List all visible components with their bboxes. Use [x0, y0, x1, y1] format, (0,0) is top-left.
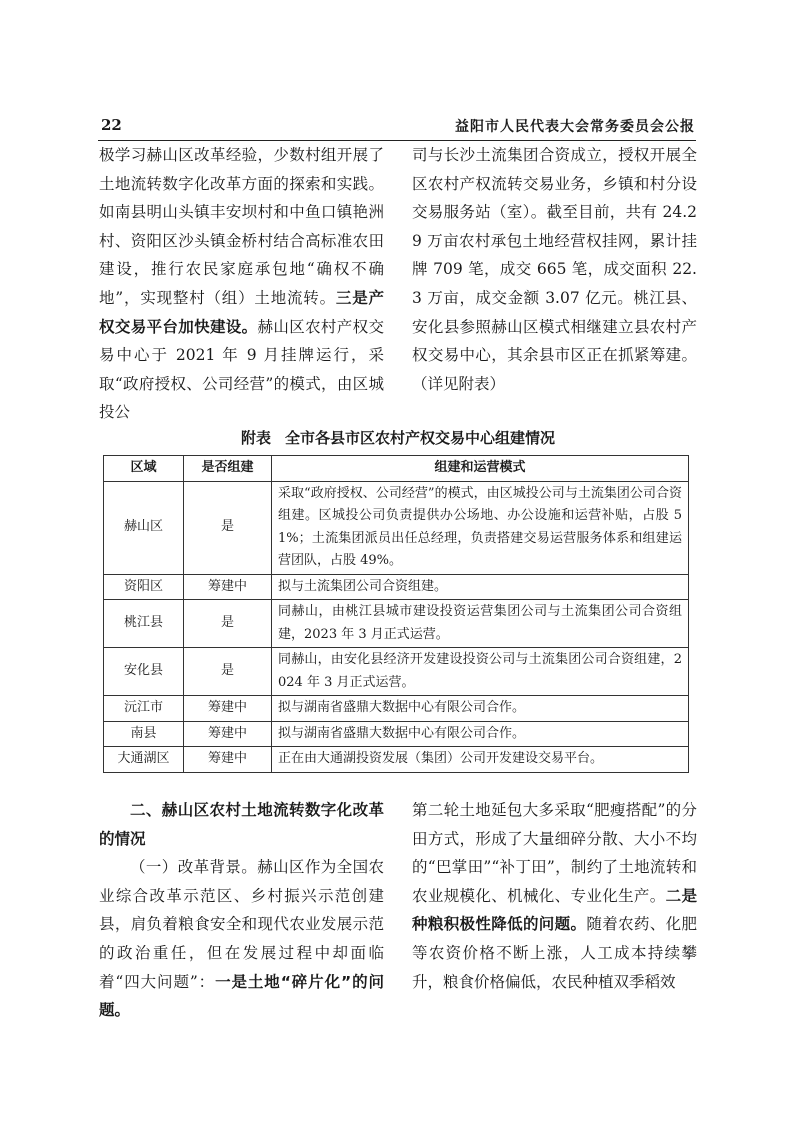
- table-caption-title: 全市各县市区农村产权交易中心组建情况: [285, 429, 556, 447]
- status-cell: 是: [184, 648, 272, 696]
- annex-table: [103, 455, 689, 773]
- mode-cell: 同赫山，由桃江县城市建设投资运营集团公司与土流集团公司合资组建，2023 年 3 月正式运营。: [272, 600, 689, 648]
- bold-lead: 一是土地“碎片化”的问题。: [99, 972, 384, 1020]
- body-text: 第二轮土地延包大多采取“肥瘦搭配”的分田方式，形成了大量细碎分散、大小不均的“巴掌田”“补丁田”，制约了土地流转和农业规模化、机械化、专业化生产。: [412, 801, 697, 905]
- body-paragraph: [99, 853, 384, 1025]
- status-cell: 筹建中: [184, 747, 272, 773]
- body-paragraph: 司与长沙土流集团合资成立，授权开展全区农村产权流转交易业务，乡镇和村分设交易服务站（室）。截至目前，共有 24.29 万亩农村承包土地经营权挂网，累计挂牌 709 笔，成交 665 笔，成交面积 22.3 万亩，成交金额 3.07 亿元。桃江县、安化县参照赫山区模式相继建立县农村产权交易中心，其余县市区正在抓紧筹建。（详见附表）: [412, 146, 697, 393]
- status-cell: 筹建中: [184, 574, 272, 600]
- table-row: [104, 696, 689, 722]
- table-caption-label: 附表: [240, 429, 271, 447]
- status-cell: 筹建中: [184, 696, 272, 722]
- region-cell: 赫山区: [104, 481, 184, 574]
- body-text: 随着农药、化肥等农资价格不断上涨，人工成本持续攀升，粮食价格偏低，农民种植双季稻效: [412, 915, 697, 991]
- mode-cell: 拟与湖南省盛鼎大数据中心有限公司合作。: [272, 696, 689, 722]
- body-text: 赫山区农村产权交易中心于 2021 年 9 月挂牌运行，采取“政府授权、公司经营”的模式，由区城投公: [99, 317, 384, 422]
- mode-cell: 采取“政府授权、公司经营”的模式，由区城投公司与土流集团公司合资组建。区城投公司负责提供办公场地、办公设施和运营补贴，占股 51%；土流集团派员出任总经理，负责搭建交易运营服务体系和组建运营团队，占股 49%。: [272, 481, 689, 574]
- status-cell: 是: [184, 481, 272, 574]
- region-cell: 沅江市: [104, 696, 184, 722]
- status-cell: 是: [184, 600, 272, 648]
- mode-cell: 同赫山，由安化县经济开发建设投资公司与土流集团公司合资组建，2024 年 3 月正式运营。: [272, 648, 689, 696]
- region-cell: 大通湖区: [104, 747, 184, 773]
- table-row: [104, 600, 689, 648]
- bold-lead: 三是产权交易平台加快建设。: [99, 288, 384, 336]
- subheading: （一）改革背景。: [130, 858, 258, 877]
- table-row: [104, 721, 689, 747]
- right-column-bottom: [412, 796, 697, 1056]
- table-row: [104, 747, 689, 773]
- region-cell: 安化县: [104, 648, 184, 696]
- right-column-top: [412, 141, 697, 413]
- table-row: [104, 648, 689, 696]
- left-column-bottom: [99, 796, 384, 1056]
- section-heading: 二、赫山区农村土地流转数字化改革的情况: [99, 801, 384, 848]
- bold-lead: 二是种粮积极性降低的问题。: [412, 886, 697, 934]
- table-caption: [99, 427, 697, 448]
- body-paragraph: [99, 141, 384, 427]
- mode-cell: 拟与土流集团公司合资组建。: [272, 574, 689, 600]
- body-text: 极学习赫山区改革经验，少数村组开展了土地流转数字化改革方面的探索和实践。如南县明山头镇丰安坝村和中鱼口镇艳洲村、资阳区沙头镇金桥村结合高标准农田建设，推行农民家庭承包地“确权不确地”，实现整村（组）土地流转。: [99, 146, 384, 307]
- mode-cell: 拟与湖南省盛鼎大数据中心有限公司合作。: [272, 721, 689, 747]
- publication-title: 益阳市人民代表大会常务委员会公报: [455, 119, 695, 135]
- column-header: 区域: [104, 456, 184, 482]
- region-cell: 南县: [104, 721, 184, 747]
- table-header-row: [104, 456, 689, 482]
- region-cell: 桃江县: [104, 600, 184, 648]
- column-header: 组建和运营模式: [272, 456, 689, 482]
- status-cell: 筹建中: [184, 721, 272, 747]
- region-cell: 资阳区: [104, 574, 184, 600]
- left-column-top: [99, 141, 384, 422]
- table-row: [104, 481, 689, 574]
- body-text: 赫山区作为全国农业综合改革示范区、乡村振兴示范创建县，肩负着粮食安全和现代农业发展示范的政治重任，但在发展过程中却面临着“四大问题”：: [99, 858, 384, 991]
- table-row: [104, 574, 689, 600]
- mode-cell: 正在由大通湖投资发展（集团）公司开发建设交易平台。: [272, 747, 689, 773]
- body-paragraph: [412, 796, 697, 996]
- page-number: 22: [101, 116, 122, 134]
- column-header: 是否组建: [184, 456, 272, 482]
